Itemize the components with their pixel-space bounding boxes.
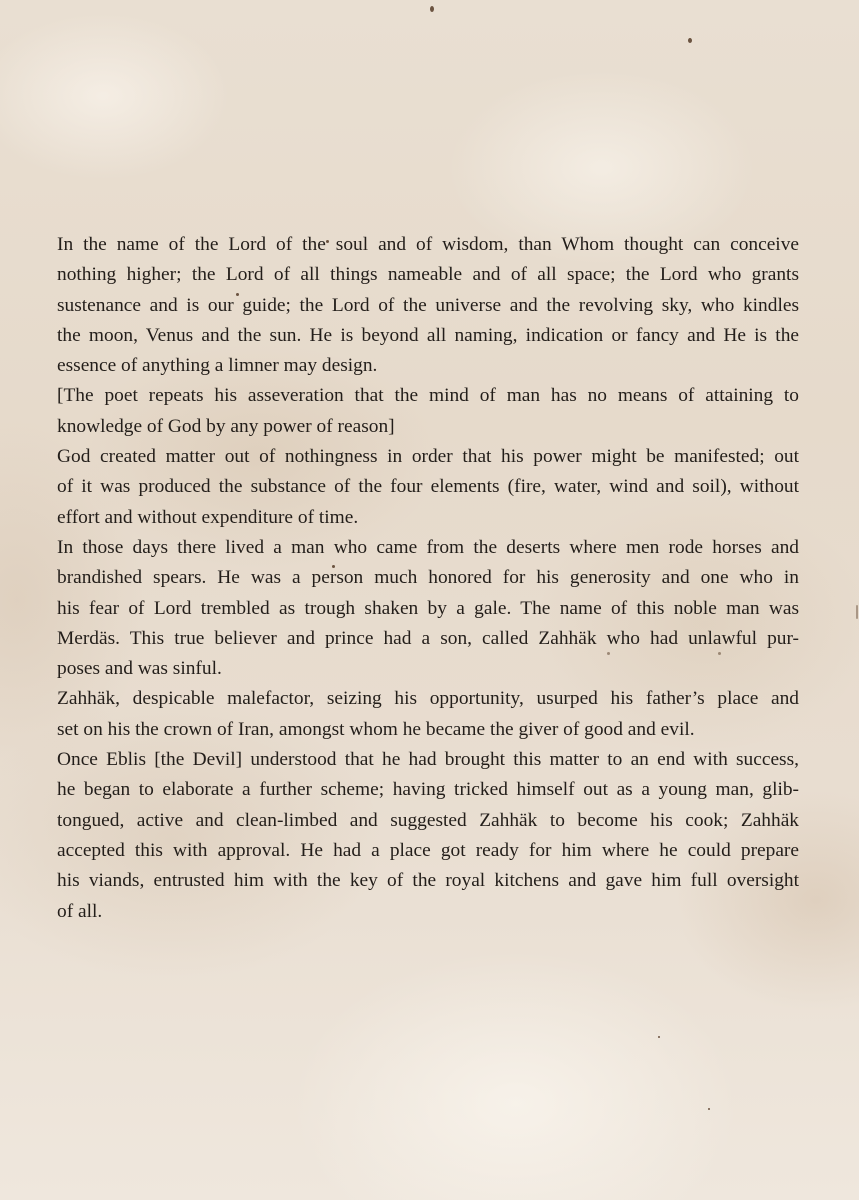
text-line: of it was produced the substance of the four elements (fire, water, wind and soil), without <box>57 476 799 498</box>
paragraph-zahhak-usurps <box>57 684 799 745</box>
text-line: of all. <box>57 900 103 922</box>
text-line: effort and without expenditure of time. <box>57 506 359 528</box>
paragraph-eblis <box>57 745 799 927</box>
text-line: In the name of the Lord of the soul and of wisdom, than Whom thought can conceive <box>57 234 799 255</box>
text-line: poses and was sinful. <box>57 658 222 680</box>
text-line: brandished spears. He was a person much honored for his generosity and one who in <box>57 567 799 589</box>
text-line: [The poet repeats his asseveration that the mind of man has no means of attaining to <box>57 385 799 407</box>
text-line: set on his the crown of Iran, amongst whom he became the giver of good and evil. <box>57 718 695 740</box>
text-line: knowledge of God by any power of reason] <box>57 415 395 437</box>
text-line: In those days there lived a man who came from the deserts where men rode horses and <box>57 536 799 558</box>
text-line: Merdäs. This true believer and prince had a son, called Zahhäk who had unlawful pur- <box>57 627 799 649</box>
paper-speck <box>688 38 692 43</box>
text-line: essence of anything a limner may design. <box>57 355 378 377</box>
text-line: accepted this with approval. He had a place got ready for him where he could prepare <box>57 839 799 861</box>
text-line: he began to elaborate a further scheme; having tricked himself out as a young man, glib- <box>57 779 799 801</box>
text-line: the moon, Venus and the sun. He is beyond all naming, indication or fancy and He is the <box>57 324 799 346</box>
text-line: God created matter out of nothingness in order that his power might be manifested; out <box>57 446 799 468</box>
paragraph-merdas <box>57 533 799 684</box>
paragraph-creation <box>57 442 799 533</box>
paragraph-poet-note <box>57 381 799 442</box>
text-line: his viands, entrusted him with the key of the royal kitchens and gave him full oversight <box>57 870 799 892</box>
paper-speck <box>708 1108 710 1110</box>
text-line: Zahhäk, despicable malefactor, seizing his opportunity, usurped his father’s place and <box>57 688 799 710</box>
paper-speck <box>430 6 434 12</box>
text-line: his fear of Lord trembled as trough shaken by a gale. The name of this noble man was <box>57 597 799 619</box>
text-line: Once Eblis [the Devil] understood that he had brought this matter to an end with success, <box>57 749 799 771</box>
paper-speck <box>856 605 858 619</box>
paragraph-invocation <box>57 230 799 381</box>
text-line: nothing higher; the Lord of all things nameable and of all space; the Lord who grants <box>57 264 799 286</box>
text-line: tongued, active and clean-limbed and suggested Zahhäk to become his cook; Zahhäk <box>57 809 799 831</box>
paper-speck <box>658 1036 660 1038</box>
text-line: sustenance and is our guide; the Lord of the universe and the revolving sky, who kindles <box>57 294 799 316</box>
document-body <box>57 230 799 927</box>
